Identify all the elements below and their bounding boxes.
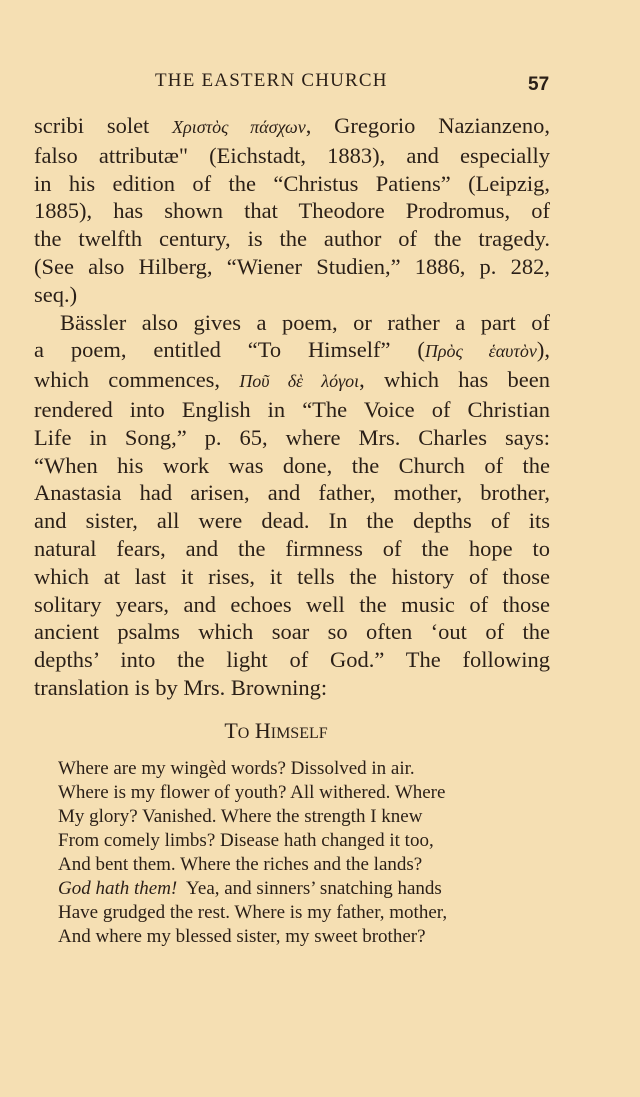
page-header [0, 70, 640, 100]
text-line: and sister, all were dead. In the depths of its [34, 508, 550, 534]
text-line: “When his work was done, the Church of the [34, 452, 550, 478]
text-line: 1885), has shown that Theodore Prodromus, of [34, 198, 550, 224]
text-line: Bässler also gives a poem, or rather a part of [60, 309, 550, 335]
text-line: translation is by Mrs. Browning: [34, 674, 328, 700]
poem-line: Where is my flower of youth? All withered. Where [58, 782, 446, 803]
text-line: rendered into English in “The Voice of Christian [34, 396, 550, 422]
text-line: seq.) [34, 281, 78, 307]
text-line: which commences, Ποῦ δὲ λόγοι, which has been [34, 367, 550, 393]
poem-line: And bent them. Where the riches and the lands? [58, 854, 423, 875]
greek-phrase: Πρὸς ἑαυτὸν [424, 341, 537, 362]
text-line: which at last it rises, it tells the history of those [34, 563, 550, 589]
text-line: a poem, entitled “To Himself” (Πρὸς ἑαυτὸν), [34, 337, 550, 363]
text-line: falso attributæ" (Eichstadt, 1883), and especially [34, 142, 550, 168]
text-line: solitary years, and echoes well the music of those [34, 591, 550, 617]
italic-phrase: God hath them! [58, 878, 178, 899]
text-line: (See also Hilberg, “Wiener Studien,” 1886, p. 282, [34, 253, 550, 279]
poem-line: From comely limbs? Disease hath changed it too, [58, 830, 434, 851]
page-number: 57 [528, 74, 550, 95]
text-line: scribi solet Χριστὸς πάσχων, Gregorio Nazianzeno, [34, 113, 550, 138]
poem-verse [58, 757, 538, 949]
body-paragraphs [34, 112, 550, 702]
greek-phrase: Χριστὸς πάσχων [172, 117, 306, 137]
text-line: depths’ into the light of God.” The following [34, 647, 550, 673]
text-line: Anastasia had arisen, and father, mother, brother, [34, 480, 550, 506]
poem-line: My glory? Vanished. Where the strength I knew [58, 806, 423, 827]
running-head: THE EASTERN CHURCH [155, 70, 388, 91]
poem-line: God hath them! Yea, and sinners’ snatching hands [58, 878, 442, 899]
poem-line: Where are my wingèd words? Dissolved in air. [58, 758, 415, 779]
text-line: Life in Song,” p. 65, where Mrs. Charles says: [34, 424, 550, 450]
poem-title: TO HIMSELF [224, 718, 328, 743]
text-line: in his edition of the “Christus Patiens” (Leipzig, [34, 170, 550, 196]
poem-line: Have grudged the rest. Where is my father, mother, [58, 902, 448, 923]
text-line: ancient psalms which soar so often ‘out of the [34, 619, 550, 645]
text-line: the twelfth century, is the author of the tragedy. [34, 226, 550, 252]
poem-line: And where my blessed sister, my sweet brother? [58, 926, 426, 947]
text-line: natural fears, and the firmness of the hope to [34, 535, 550, 561]
greek-phrase: Ποῦ δὲ λόγοι [239, 371, 360, 392]
